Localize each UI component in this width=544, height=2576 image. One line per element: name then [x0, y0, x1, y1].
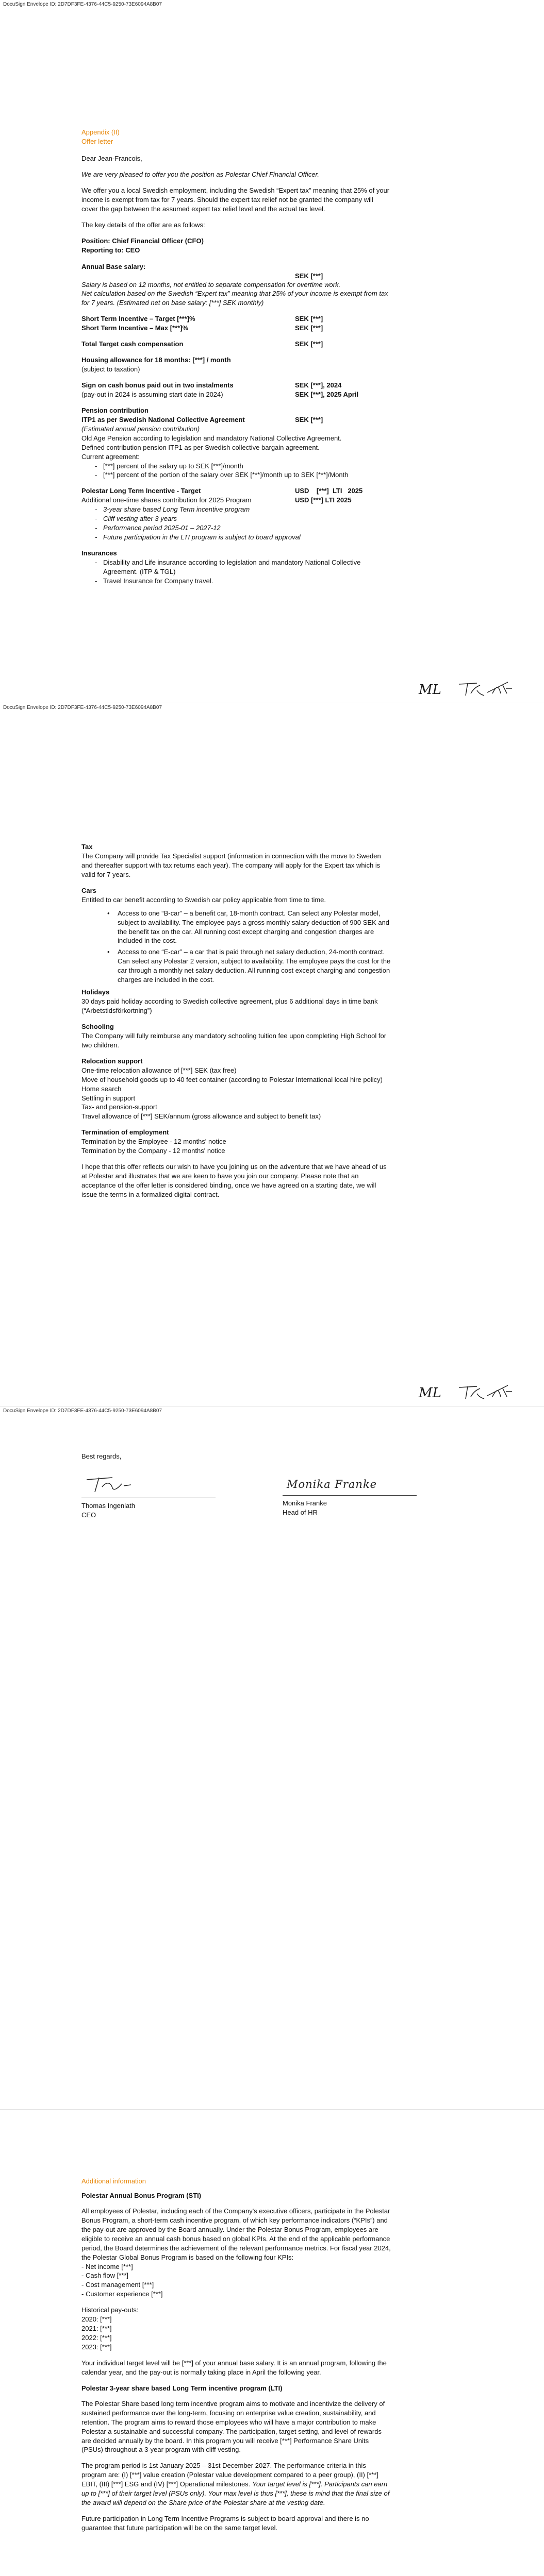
- signature-block-hr: [283, 1473, 417, 1517]
- kpi-item: - Cash flow [***]: [81, 2272, 129, 2280]
- sti-target-value: SEK [***]: [295, 315, 323, 323]
- holidays-text: 30 days paid holiday according to Swedish collective agreement, plus 6 additional days in time bank (“Arbetstidsförkortning”): [81, 997, 378, 1014]
- lti-program-text: The program period is 1st January 2025 – 31st December 2027. The performance criteria in this program are: (I) [***] value creation (Polestar value development compared to a peer group), (II) [***] EBIT, (III) [***] ESG and (IV) [***] Operational milestones.: [81, 2462, 378, 2488]
- sti-target-label: Short Term Incentive – Target [***]%: [81, 315, 195, 323]
- payout-item: 2023: [***]: [81, 2343, 112, 2351]
- sti-max-label: Short Term Incentive – Max [***]%: [81, 324, 189, 332]
- sti-text: All employees of Polestar, including each of the Company's executive officers, participate in the Polestar Bonus Program, a short-term cash incentive program, of which key performance indicators (“KPIs”) and the pay-out are approved by the Board annually. Under the Polestar Bonus Program, employees are eligible to receive an annual cash bonus based on global KPIs. At the end of the applicable performance period, the Board determines the achievement of the relevant performance metrics. For fiscal year 2024, the Polestar Global Bonus Program is based on the following four KPIs:: [81, 2207, 391, 2261]
- total-target-row: [81, 340, 391, 349]
- ltip-value-1: USD [***] LTI 2025: [295, 487, 363, 495]
- signon-value-2: SEK [***], 2025 April: [295, 390, 359, 398]
- annual-base-label: Annual Base salary:: [81, 262, 146, 270]
- pension-line-3: Current agreement:: [81, 452, 140, 461]
- benefits-body: [81, 842, 391, 1206]
- annual-base-row: [81, 272, 391, 280]
- envelope-id: DocuSign Envelope ID: 2D7DF3FE-4376-44C5-9250-73E6094A8B07: [3, 705, 162, 710]
- signon-value-1: SEK [***], 2024: [295, 381, 342, 389]
- schooling-title: Schooling: [81, 1022, 114, 1030]
- housing-note: (subject to taxation): [81, 365, 140, 374]
- list-item: - [***] percent of the salary up to SEK [***]/month: [95, 462, 391, 471]
- signer1-name: Thomas Ingenlath: [81, 1501, 136, 1510]
- sti-title: Polestar Annual Bonus Program (STI): [81, 2191, 202, 2199]
- relocation-title: Relocation support: [81, 1057, 143, 1065]
- lti-program: [81, 2461, 391, 2507]
- appendix-heading: Appendix (II): [81, 128, 120, 136]
- reporting-line: Reporting to: CEO: [81, 246, 140, 254]
- pension-itp1-row: [81, 415, 391, 425]
- total-target-value: SEK [***]: [295, 340, 323, 348]
- greeting: Dear Jean-Francois,: [81, 155, 142, 163]
- list-item: - Future participation in the LTI program is subject to board approval: [95, 533, 391, 542]
- signature-monika: Monika Franke: [287, 1478, 377, 1490]
- offer-letter-heading: Offer letter: [81, 137, 113, 145]
- ltip-label: Polestar Long Term Incentive - Target: [81, 487, 201, 495]
- key-details-intro: The key details of the offer are as follows:: [81, 221, 205, 229]
- relocation-line: Travel allowance of [***] SEK/annum (gross allowance and subject to benefit tax): [81, 1112, 321, 1121]
- payout-item: 2022: [***]: [81, 2334, 112, 2342]
- relocation-line: Settling in support: [81, 1094, 136, 1102]
- additional-info-body: [81, 2177, 391, 2539]
- signature-block-ceo: [81, 1473, 216, 1520]
- payout-item: 2021: [***]: [81, 2325, 112, 2333]
- list-item: • Access to one “E-car” – a car that is paid through net salary deduction, 24-month contract. Can select any Polestar 2 version, subject to availability. The employee pays the cost for the car through a monthly net salary deduction. All running cost except charging and congestion charges are included in the cost.: [116, 947, 391, 985]
- signon-row: [81, 381, 391, 390]
- insurance-list: [95, 558, 391, 586]
- page-1: [0, 0, 544, 703]
- ltip-row-2: [81, 496, 391, 505]
- pension-list: [95, 462, 391, 480]
- tax-paragraph: We offer you a local Swedish employment, including the Swedish “Expert tax” meaning that 25% of your income is exempt from tax for 7 years. Should the expert tax relief not be granted the company will cover the gap between the assumed expert tax relief level and the actual tax level.: [81, 186, 390, 213]
- ltip-list: [95, 505, 391, 542]
- pension-title: Pension contribution: [81, 406, 149, 414]
- ltip-row: [81, 486, 391, 496]
- kpi-item: - Cost management [***]: [81, 2281, 154, 2289]
- sti-max-row: [81, 324, 391, 333]
- list-item: - [***] percent of the portion of the salary over SEK [***]/month up to SEK [***]/Month: [95, 470, 391, 480]
- additional-info-heading: Additional information: [81, 2177, 146, 2185]
- cars-list: [116, 909, 391, 985]
- envelope-id: DocuSign Envelope ID: 2D7DF3FE-4376-44C5-9250-73E6094A8B07: [3, 2, 162, 7]
- kpi-item: - Customer experience [***]: [81, 2290, 163, 2298]
- sti-target-row: [81, 314, 391, 324]
- position-line: Position: Chief Financial Officer (CFO): [81, 236, 204, 245]
- signer2-title: Head of HR: [283, 1508, 318, 1516]
- tax-text: The Company will provide Tax Specialist support (information in connection with the move to Sweden and thereafter support with tax returns each year). The company will apply for the Expert tax which is valid for 7 years.: [81, 852, 381, 878]
- page-4: [0, 2110, 544, 2576]
- list-item: - 3-year share based Long Term incentive program: [95, 505, 391, 514]
- pension-itp1-value: SEK [***]: [295, 415, 323, 423]
- annual-base-note-1: Salary is based on 12 months, not entitled to separate compensation for overtime work.: [81, 280, 341, 289]
- cars-text: Entitled to car benefit according to Swedish car policy applicable from time to time.: [81, 895, 326, 904]
- pension-line-2: Defined contribution pension ITP1 as per Swedish collective bargain agreement.: [81, 443, 320, 451]
- relocation-line: One-time relocation allowance of [***] SEK (tax free): [81, 1066, 237, 1074]
- relocation-line: Move of household goods up to 40 feet container (according to Polestar International local hire policy): [81, 1075, 383, 1083]
- list-item: • Access to one “B-car” – a benefit car, 18-month contract. Can select any Polestar model, subject to availability. The employee pays a gross monthly salary deduction of 900 SEK and the benefit tax on the car. All running cost except charging and congestion charges are included in the cost.: [116, 909, 391, 946]
- signer2-name: Monika Franke: [283, 1499, 327, 1507]
- kpi-item: - Net income [***]: [81, 2262, 133, 2270]
- lti-text: The Polestar Share based long term incentive program aims to motivate and incentivize the delivery of sustained performance over the long-term, focusing on enterprise value creation, sustainability, and retention. The program aims to reward those employees who will have a major contribution to make Polestar a sustainable and successful company. The participation, target setting, and level of rewards are decided annually by the board. In this program you will receive [***] Performance Share Units (PSUs) throughout a 3-year program with cliff vesting.: [81, 2399, 385, 2454]
- relocation-line: Home search: [81, 1084, 122, 1093]
- total-target-label: Total Target cash compensation: [81, 340, 184, 348]
- annual-base-note-2: Net calculation based on the Swedish “Expert tax” meaning that 25% of your income is exempt from tax for 7 years. (Estimated net on base salary: [***] SEK monthly): [81, 290, 388, 307]
- signon-note: (pay-out in 2024 is assuming start date in 2024): [81, 390, 223, 398]
- initials-signature: [456, 678, 518, 699]
- closing-text: I hope that this offer reflects our wish to have you joining us on the adventure that we have ahead of us at Polestar and illustrates that we are keen to have you join our company. Please note that an acceptance of the offer letter is considered binding, once we have agreed on a starting date, we will issue the terms in a formalized digital contract.: [81, 1163, 387, 1198]
- signon-label: Sign on cash bonus paid out in two instalments: [81, 381, 234, 389]
- page-2: [0, 703, 544, 1406]
- ltip-sub: Additional one-time shares contribution for 2025 Program: [81, 496, 252, 504]
- list-item: - Travel Insurance for Company travel.: [95, 577, 391, 586]
- cars-title: Cars: [81, 886, 96, 894]
- best-regards: Best regards,: [81, 1452, 122, 1460]
- page-3: [0, 1406, 544, 2110]
- schooling-text: The Company will fully reimburse any mandatory schooling tuition fee upon completing High School for two children.: [81, 1031, 387, 1049]
- signature-line: [283, 1495, 417, 1496]
- list-item: - Performance period 2025-01 – 2027-12: [95, 523, 391, 533]
- individual-target: Your individual target level will be [***] of your annual base salary. It is an annual program, following the calendar year, and the pay-out is normally taking place in April the following year.: [81, 2359, 387, 2376]
- relocation-line: Tax- and pension-support: [81, 1103, 157, 1111]
- initials-ml: ML: [419, 1385, 441, 1401]
- termination-title: Termination of employment: [81, 1128, 169, 1137]
- lti-title: Polestar 3-year share based Long Term incentive program (LTI): [81, 2384, 283, 2392]
- pension-estimated: (Estimated annual pension contribution): [81, 425, 200, 433]
- tax-title: Tax: [81, 843, 93, 851]
- offer-letter-body: [81, 128, 391, 586]
- signer1-title: CEO: [81, 1511, 96, 1519]
- signon-row-2: [81, 390, 391, 399]
- historical-title: Historical pay-outs:: [81, 2306, 139, 2314]
- signature-thomas: [81, 1473, 164, 1495]
- future-participation: Future participation in Long Term Incentive Programs is subject to board approval and there is no guarantee that future participation will be on the same target level.: [81, 2515, 369, 2532]
- pension-itp1-label: ITP1 as per Swedish National Collective Agreement: [81, 415, 245, 423]
- termination-line: Termination by the Company - 12 months' notice: [81, 1147, 225, 1155]
- annual-base-value: SEK [***]: [295, 272, 323, 280]
- list-item: - Cliff vesting after 3 years: [95, 514, 391, 523]
- list-item: - Disability and Life insurance according to legislation and mandatory National Collective Agreement. (ITP & TGL): [95, 558, 391, 577]
- holidays-title: Holidays: [81, 988, 110, 996]
- intro-text: We are very pleased to offer you the position as Polestar Chief Financial Officer.: [81, 171, 320, 179]
- insurance-title: Insurances: [81, 549, 117, 557]
- termination-line: Termination by the Employee - 12 months' notice: [81, 1138, 226, 1146]
- envelope-id: DocuSign Envelope ID: 2D7DF3FE-4376-44C5-9250-73E6094A8B07: [3, 1408, 162, 1414]
- initials-ml: ML: [419, 682, 441, 698]
- initials-signature: [456, 1381, 518, 1402]
- housing-label: Housing allowance for 18 months: [***] / month: [81, 356, 231, 364]
- sti-max-value: SEK [***]: [295, 324, 323, 332]
- lti-program-italic: Your target level is [***]. Participants can earn up to [***] of their target level (PSUs only). Your max level is thus [***], these is mind that the final size of the award will depend on the Share price of the Polestar share at the vesting date.: [81, 2480, 390, 2507]
- pension-line-1: Old Age Pension according to legislation and mandatory National Collective Agreement.: [81, 434, 342, 442]
- payout-item: 2020: [***]: [81, 2315, 112, 2324]
- ltip-value-2: USD [***] LTI 2025: [295, 496, 352, 504]
